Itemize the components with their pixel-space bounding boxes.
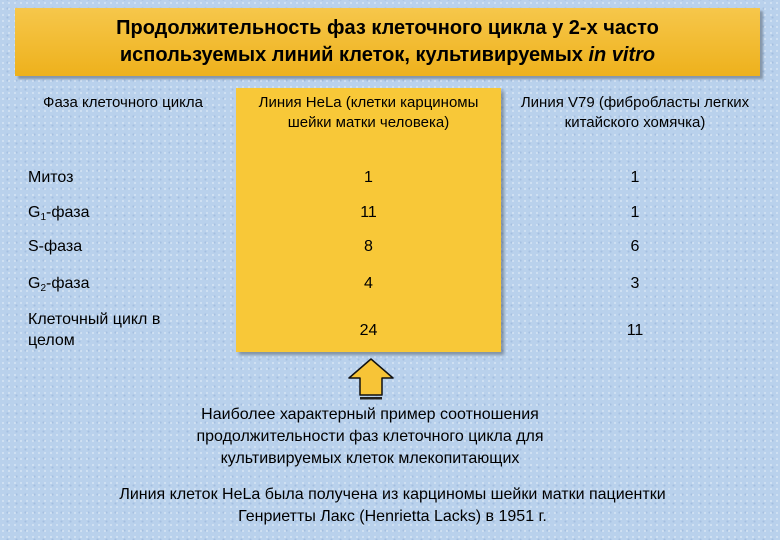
- title-in-vitro: in vitro: [588, 44, 656, 66]
- row-s-hela: 8: [364, 238, 373, 255]
- row-g1-hela: 11: [360, 204, 377, 221]
- row-g2-label-sub: 2: [40, 283, 47, 294]
- up-arrow-icon: [347, 358, 395, 402]
- row-g1-label-prefix: G: [28, 204, 41, 221]
- row-s-label: S-фаза: [28, 238, 83, 255]
- row-g2-label-suffix: -фаза: [46, 275, 90, 292]
- header-phase: Фаза клеточного цикла: [43, 94, 203, 111]
- title-line-2: [15, 42, 760, 69]
- header-v79: Линия V79 (фибробласты легких китайского хомячка): [520, 94, 750, 131]
- header-hela: Линия HeLa (клетки карциномы шейки матки человека): [258, 94, 479, 131]
- footnote-text: Линия клеток HeLa была получена из карциномы шейки матки пациентки Генриетты Лакс (Henrietta Lacks) в 1951 г.: [119, 486, 666, 525]
- row-mitosis-label: Митоз: [28, 169, 74, 186]
- row-mitosis-hela: 1: [364, 169, 373, 186]
- row-g2-label-prefix: G: [28, 275, 41, 292]
- row-total-label: Клеточный цикл в целом: [28, 311, 161, 349]
- row-g1-label-suffix: -фаза: [46, 204, 90, 221]
- title-line-1: Продолжительность фаз клеточного цикла у 2-х часто: [116, 17, 659, 39]
- row-g1-label-sub: 1: [40, 212, 47, 223]
- row-mitosis-v79: 1: [630, 169, 640, 186]
- row-total-hela: 24: [359, 322, 378, 339]
- row-total-v79: 11: [626, 322, 644, 339]
- annotation-text: Наиболее характерный пример соотношения продолжительности фаз клеточного цикла для культивируемых клеток млекопитающих: [196, 406, 544, 467]
- row-g1-label: [28, 202, 228, 223]
- row-s-v79: 6: [630, 238, 640, 255]
- row-g2-hela: 4: [364, 275, 373, 292]
- row-g2-v79: 3: [630, 275, 640, 292]
- row-g1-v79: 1: [630, 204, 640, 221]
- slide-title: [15, 8, 760, 76]
- title-line-2-text: используемых линий клеток, культивируемых: [119, 44, 589, 66]
- row-g2-label: [28, 273, 228, 294]
